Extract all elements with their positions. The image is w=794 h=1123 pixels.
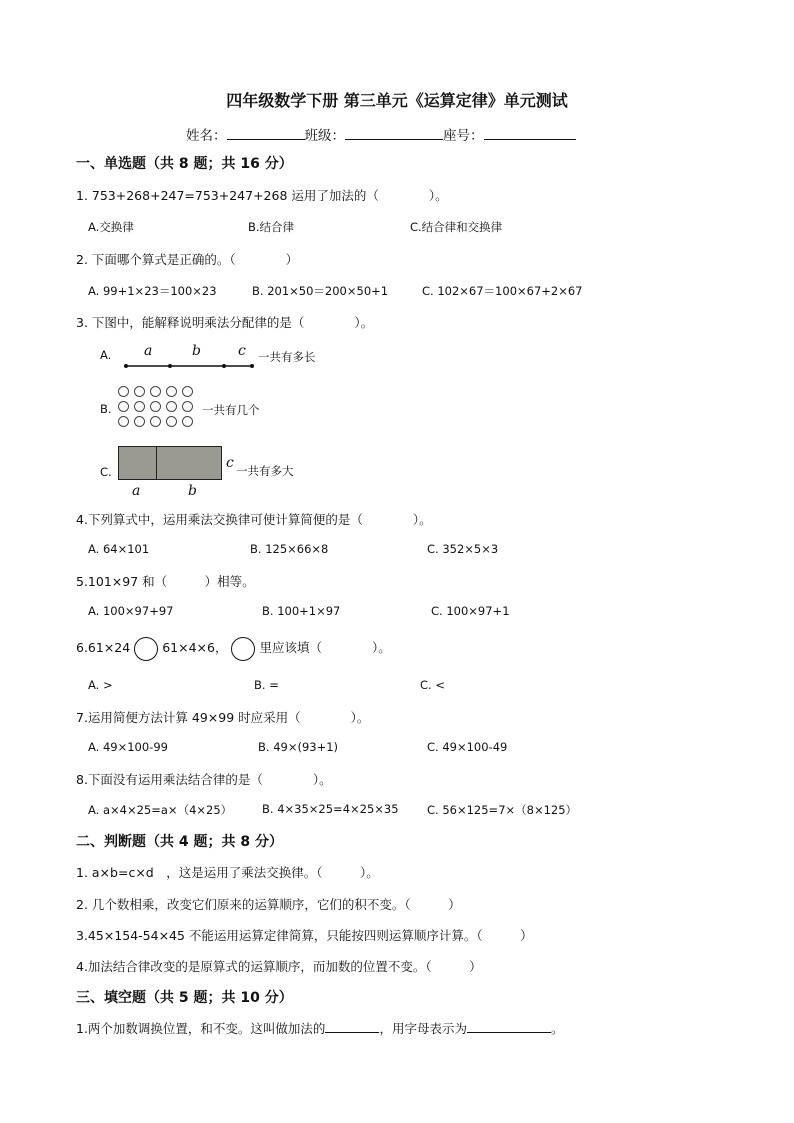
dot [150, 416, 161, 427]
dot [182, 416, 193, 427]
option-c[interactable]: C. 56×125=7×（8×125） [427, 803, 578, 817]
rect-b [156, 446, 222, 480]
question-6 [76, 634, 391, 662]
question-text: 。 [550, 1021, 564, 1036]
dot [134, 386, 145, 397]
question-text: 3.45×154-54×45 不能运用运算定律简算，只能按四则运算顺序计算。（ ） [76, 928, 533, 943]
section-heading: 一、单选题（共 8 题；共 16 分） [76, 156, 293, 172]
class-label: 班级： [304, 128, 345, 144]
option-a[interactable]: A. 99+1×23＝100×23 [88, 284, 217, 298]
dot [166, 416, 177, 427]
question-text: 1. a×b=c×d ，这是运用了乘法交换律。（ ）。 [76, 865, 379, 880]
figure-caption: 一共有多大 [236, 464, 294, 478]
option-b[interactable]: B. 4×35×25=4×25×35 [262, 802, 399, 816]
section-heading: 二、判断题（共 4 题；共 8 分） [76, 834, 283, 850]
option-a[interactable]: A.交换律 [88, 220, 134, 234]
option-c[interactable]: C. [100, 465, 112, 479]
dot [166, 386, 177, 397]
question-text: 4.下列算式中，运用乘法交换律可使计算简便的是（ ）。 [76, 512, 432, 527]
label-a: a [144, 343, 153, 359]
question-text: 里应该填（ ）。 [259, 640, 391, 655]
option-a[interactable]: A. a×4×25=a×（4×25） [88, 803, 233, 817]
option-b[interactable]: B. [100, 402, 112, 416]
dot [118, 401, 129, 412]
option-c[interactable]: C. 352×5×3 [427, 542, 499, 556]
label-b: b [192, 343, 201, 359]
comparison-circle[interactable] [231, 637, 255, 661]
question-text: 4.加法结合律改变的是原算式的运算顺序，而加数的位置不变。（ ） [76, 959, 482, 974]
comparison-circle[interactable] [134, 637, 158, 661]
fill-question [76, 1019, 563, 1037]
dot [118, 416, 129, 427]
option-c[interactable]: C. 102×67＝100×67+2×67 [422, 284, 583, 298]
section-heading: 三、填空题（共 5 题；共 10 分） [76, 990, 293, 1006]
question-text: 1. 753+268+247=753+247+268 运用了加法的（ ）。 [76, 188, 448, 203]
dot [134, 416, 145, 427]
question-text: 6.61×24 [76, 640, 131, 655]
name-label: 姓名： [186, 128, 227, 144]
option-c[interactable]: C. 100×97+1 [431, 604, 510, 618]
circle-dot-grid [118, 386, 194, 427]
question-text: 3. 下图中，能解释说明乘法分配律的是（ ）。 [76, 315, 374, 330]
option-a[interactable]: A. [100, 348, 112, 362]
option-c[interactable]: C. < [420, 678, 445, 692]
label-c: c [226, 455, 234, 471]
class-blank[interactable] [345, 127, 443, 140]
question-text: 8.下面没有运用乘法结合律的是（ ）。 [76, 772, 332, 787]
segment-figure [118, 342, 258, 372]
option-a[interactable]: A. 64×101 [88, 542, 150, 556]
label-a: a [132, 483, 141, 499]
option-b[interactable]: B. 125×66×8 [250, 542, 329, 556]
question-text: 5.101×97 和（ ）相等。 [76, 574, 255, 589]
option-c[interactable]: C. 49×100-49 [427, 740, 508, 754]
option-b[interactable]: B. 100+1×97 [262, 604, 341, 618]
dot [118, 386, 129, 397]
answer-blank[interactable] [325, 1020, 379, 1033]
dot [150, 386, 161, 397]
label-b: b [188, 483, 197, 499]
question-text: 2. 几个数相乘，改变它们原来的运算顺序，它们的积不变。（ ） [76, 897, 461, 912]
dot [150, 401, 161, 412]
option-a[interactable]: A. 100×97+97 [88, 604, 174, 618]
name-blank[interactable] [227, 127, 305, 140]
option-a[interactable]: A. > [88, 678, 113, 692]
student-info [186, 124, 576, 144]
rect-a [118, 446, 158, 480]
question-text: 7.运用简便方法计算 49×99 时应采用（ ）。 [76, 710, 370, 725]
question-text: 2. 下面哪个算式是正确的。（ ） [76, 252, 299, 267]
label-c: c [238, 343, 246, 359]
figure-caption: 一共有几个 [202, 403, 260, 417]
dot [182, 401, 193, 412]
page-title: 四年级数学下册 第三单元《运算定律》单元测试 [226, 91, 568, 110]
seat-label: 座号： [443, 128, 484, 144]
option-b[interactable]: B.结合律 [248, 220, 295, 234]
dot [134, 401, 145, 412]
question-text: 1.两个加数调换位置，和不变。这叫做加法的 [76, 1021, 326, 1036]
option-b[interactable]: B. 201×50＝200×50+1 [252, 284, 389, 298]
option-b[interactable]: B. = [254, 678, 279, 692]
dot [166, 401, 177, 412]
answer-blank[interactable] [467, 1020, 551, 1033]
option-c[interactable]: C.结合律和交换律 [410, 220, 503, 234]
dot [182, 386, 193, 397]
option-a[interactable]: A. 49×100-99 [88, 740, 168, 754]
seat-blank[interactable] [484, 127, 576, 140]
question-text: ，用字母表示为 [379, 1021, 467, 1036]
option-b[interactable]: B. 49×(93+1) [258, 740, 339, 754]
figure-caption: 一共有多长 [258, 350, 316, 364]
question-text: 61×4×6， [162, 640, 228, 655]
